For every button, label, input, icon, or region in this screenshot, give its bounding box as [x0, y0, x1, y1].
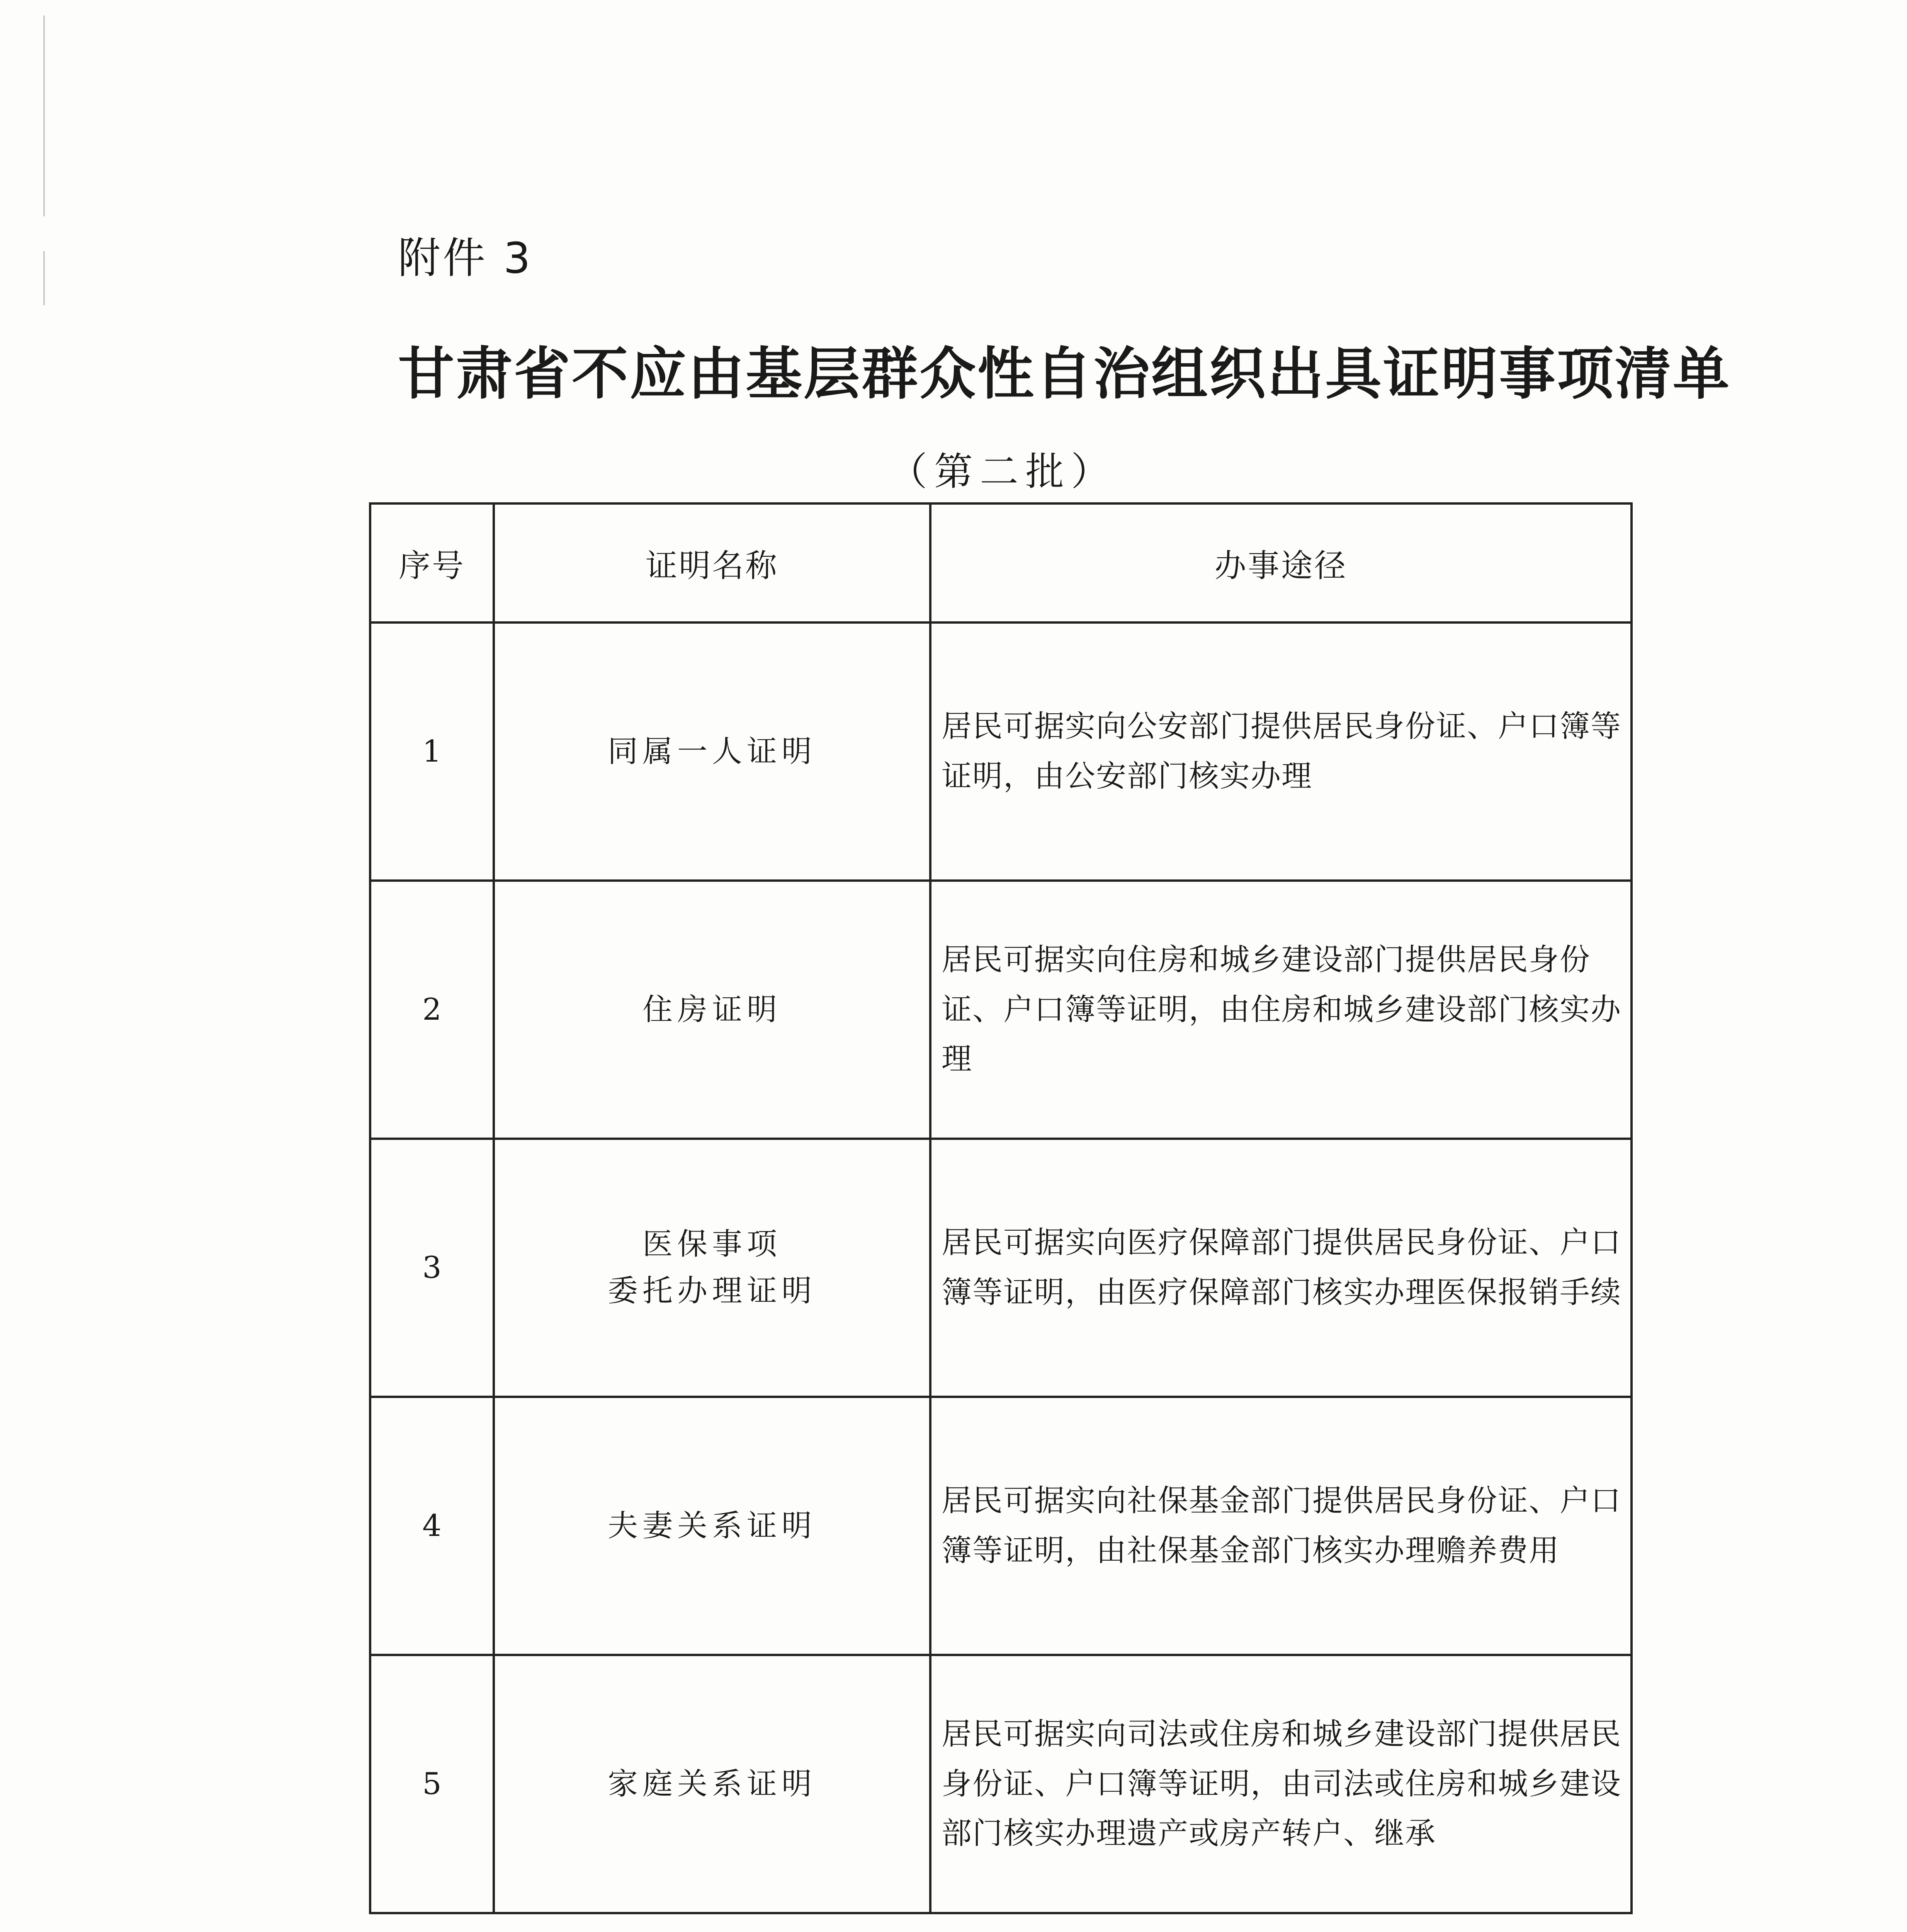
row-seq: 3	[370, 1139, 494, 1397]
row-seq: 5	[370, 1655, 494, 1913]
header-route: 办事途径	[930, 503, 1632, 622]
header-name: 证明名称	[494, 503, 930, 622]
row-name-line: 同属一人证明	[607, 734, 816, 769]
table-row	[370, 1397, 1632, 1655]
row-name	[494, 622, 930, 881]
row-route: 居民可据实向医疗保障部门提供居民身份证、户口簿等证明，由医疗保障部门核实办理医保报销手续	[930, 1139, 1632, 1397]
row-name-line: 家庭关系证明	[607, 1766, 816, 1801]
table-row	[370, 622, 1632, 881]
document-title: 甘肃省不应由基层群众性自治组织出具证明事项清单	[398, 341, 1731, 407]
certificate-list-table	[369, 502, 1633, 1914]
row-route: 居民可据实向住房和城乡建设部门提供居民身份证、户口簿等证明，由住房和城乡建设部门核实办理	[930, 881, 1632, 1139]
row-name-line: 委托办理证明	[607, 1274, 816, 1308]
row-name	[494, 1139, 930, 1397]
row-name	[494, 1655, 930, 1913]
header-seq: 序号	[370, 503, 494, 622]
row-seq: 2	[370, 881, 494, 1139]
row-name-line: 夫妻关系证明	[607, 1508, 816, 1543]
row-route: 居民可据实向公安部门提供居民身份证、户口簿等证明，由公安部门核实办理	[930, 622, 1632, 881]
table-row	[370, 1139, 1632, 1397]
table-row	[370, 881, 1632, 1139]
scan-margin-mark	[43, 15, 45, 216]
row-route: 居民可据实向司法或住房和城乡建设部门提供居民身份证、户口簿等证明，由司法或住房和城乡建设部门核实办理遗产或房产转户、继承	[930, 1655, 1632, 1913]
row-route: 居民可据实向社保基金部门提供居民身份证、户口簿等证明，由社保基金部门核实办理赡养费用	[930, 1397, 1632, 1655]
row-name-line: 医保事项	[642, 1227, 782, 1262]
table-row	[370, 1655, 1632, 1913]
row-seq: 1	[370, 622, 494, 881]
scan-margin-mark	[43, 251, 45, 305]
row-seq: 4	[370, 1397, 494, 1655]
row-name	[494, 1397, 930, 1655]
row-name-line: 住房证明	[642, 992, 782, 1027]
row-name	[494, 881, 930, 1139]
table-header-row	[370, 503, 1632, 622]
document-subtitle: （第二批）	[889, 449, 1117, 494]
attachment-label: 附件 3	[398, 233, 533, 283]
